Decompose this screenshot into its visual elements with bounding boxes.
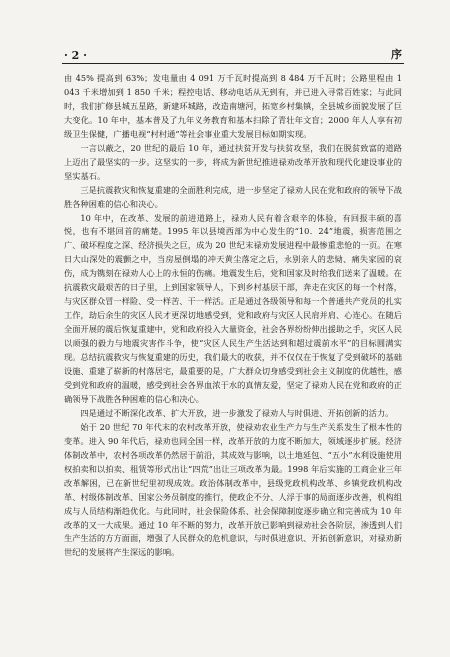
paragraph: 一言以蔽之，20 世纪的最后 10 年，通过扶贫开发与扶贫攻坚，我们在脱贫致富的道路上迈出了最坚实的一步。这坚实的一步，将成为新世纪推进禄劝改革开放和现代化建设事业的坚实基石。 [64,142,402,181]
page-number: · 2 · [64,49,87,62]
paragraph: 始于 20 世纪 70 年代末的农村改革开放，使禄劝农业生产力与生产关系发生了根本性的变革。进入 90 年代后，禄劝也同全国一样，改革开放的力度不断加大，领域逐步扩展。经济体制改革中，农村各项改革仍然居于前沿，其成效与影响，以土地延包、“五小”水利设施使用权拍卖和以拍卖、租赁等形式出让“四荒”出让三项改革为最。1998 年后实施的工商企业三年改革解困，已在新世纪里初现成效。政治体制改革中，县级党政机构改革、乡镇党政机构改革、村级体制改革、国家公务员制度的推行，使政企不分、人浮于事的局面逐步改善，机构组成与人员结构渐趋优化。与此同时，社会保险体系、社会保障制度逐步确立和完善成为 10 年改革的又一大成果。通过 10 年不断的努力，改革开放已影响到禄劝社会各阶层，渗透到人们生产生活的方方面面，增强了人民群众的危机意识，与时俱进意识、开拓创新意识，对禄劝新世纪的发展将产生深远的影响。 [64,421,402,558]
section-title: 序 [391,48,402,61]
body-text [64,72,402,560]
paragraph: 由 45% 提高到 63%；发电量由 4 091 万千瓦时提高到 8 484 万千瓦时；公路里程由 1 043 千米增加到 1 850 千米；程控电话、移动电话从无到有，并已进入寻常百姓家；与此同时，我们扩修县城五星路，新建环城路，改造南塘河，拓宽乡村集镇，全县城乡面貌发展了巨大变化。10 年中，基本普及了九年义务教育和基本扫除了青壮年文盲；2000 年人人享有初级卫生保健，广播电视“村村通”等社会事业重大发展目标如期实现。 [64,73,402,139]
header-rule [62,63,404,64]
paragraph: 10 年中，在改革、发展的前进道路上，禄劝人民有着含艰辛的体验，有回报丰硕的喜悦，也有不堪回首的痛楚。1995 年以县境西部为中心发生的“10．24”地震，损害范围之广、破坏程度之深、经济损失之巨，成为 20 世纪末禄劝发展进程中最惨重悲怆的一页。在寒日大山深处的震颤之中，当房屋倒塌的冲天黄尘落定之后，永别亲人的悲恸、痛失家园的哀伤，成为镌刻在禄劝人心上的永恒的伤痛。地震发生后，党和国家及时给我们送来了温暖。在抗震救灾最艰苦的日子里，上到国家领导人，下到乡村基层干部，奔走在灾区的每一个村落，与灾区群众冒一样险、受一样苦、干一样活。正是通过各级领导和每一个普通共产党员的扎实工作，劫后余生的灾区人民才更深切地感受到，党和政府与灾区人民肩并肩、心连心。在随后全面开展的震后恢复重建中，党和政府投入大量资金，社会各界纷纷伸出援助之手，灾区人民以顽强的毅力与地震灾害作斗争，使“灾区人民生产生活达到和超过震前水平”的目标圆满实现。总结抗震救灾与恢复重建的历史，我们最大的收获，并不仅仅在于恢复了受到破坏的基础设施、重建了崭新的村落居宅，最重要的是，广大群众切身感受到社会主义制度的优越性，感受到党和政府的温暖，感受到社会各界血浓于水的真情友爱，坚定了禄劝人民在党和政府的正确领导下战胜各种困难的信心和决心。 [64,212,402,404]
page-header [64,42,402,62]
paragraph: 四是通过不断深化改革、扩大开放，进一步激发了禄劝人与时俱进、开拓创新的活力。 [80,407,394,418]
paragraph: 三是抗震救灾和恢复重建的全面胜利完成，进一步坚定了禄劝人民在党和政府的领导下战胜各种困难的信心和决心。 [64,184,402,209]
